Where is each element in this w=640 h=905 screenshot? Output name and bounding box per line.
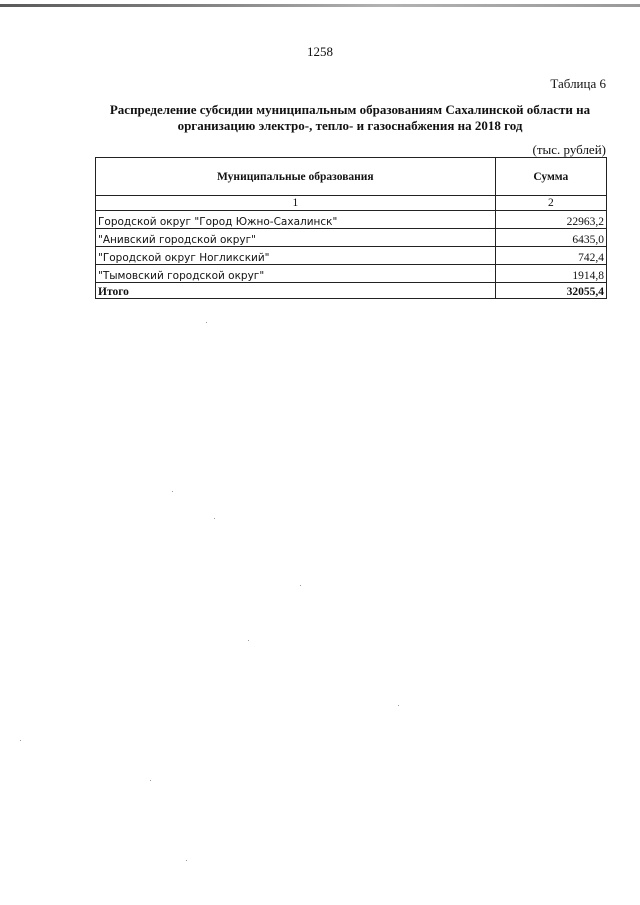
row-name: "Тымовский городской округ" bbox=[96, 265, 496, 283]
scan-speck bbox=[172, 491, 173, 492]
table-label: Таблица 6 bbox=[550, 76, 606, 91]
table-row bbox=[96, 211, 607, 229]
header-sum: Сумма bbox=[495, 158, 606, 196]
column-number-2: 2 bbox=[495, 196, 606, 211]
scan-speck bbox=[248, 640, 249, 641]
page-number: 1258 bbox=[307, 44, 333, 59]
row-name: "Анивский городской округ" bbox=[96, 229, 496, 247]
table-row bbox=[96, 247, 607, 265]
scan-speck bbox=[186, 860, 187, 861]
total-row bbox=[96, 283, 607, 299]
scan-speck bbox=[214, 518, 215, 519]
scan-speck bbox=[150, 780, 151, 781]
row-name: Городской округ "Город Южно-Сахалинск" bbox=[96, 211, 496, 229]
row-sum: 742,4 bbox=[495, 247, 606, 265]
header-municipalities: Муниципальные образования bbox=[96, 158, 496, 196]
subsidy-table bbox=[95, 157, 607, 299]
scan-speck bbox=[20, 740, 21, 741]
units-label: (тыс. рублей) bbox=[532, 142, 606, 157]
table-row bbox=[96, 229, 607, 247]
row-sum: 1914,8 bbox=[495, 265, 606, 283]
row-name: "Городской округ Ногликский" bbox=[96, 247, 496, 265]
title-line-2: организацию электро-, тепло- и газоснабжения на 2018 год bbox=[177, 118, 523, 133]
table-row bbox=[96, 265, 607, 283]
title-line-1: Распределение субсидии муниципальным образованиям Сахалинской области на bbox=[109, 102, 591, 117]
total-label: Итого bbox=[96, 283, 496, 299]
scan-speck bbox=[300, 585, 301, 586]
column-number-row bbox=[96, 196, 607, 211]
document-title bbox=[90, 102, 610, 134]
row-sum: 22963,2 bbox=[495, 211, 606, 229]
scan-speck bbox=[206, 322, 207, 323]
scan-speck bbox=[398, 705, 399, 706]
header-row bbox=[96, 158, 607, 196]
row-sum: 6435,0 bbox=[495, 229, 606, 247]
column-number-1: 1 bbox=[96, 196, 496, 211]
scan-edge-artifact bbox=[0, 4, 640, 7]
total-sum: 32055,4 bbox=[495, 283, 606, 299]
